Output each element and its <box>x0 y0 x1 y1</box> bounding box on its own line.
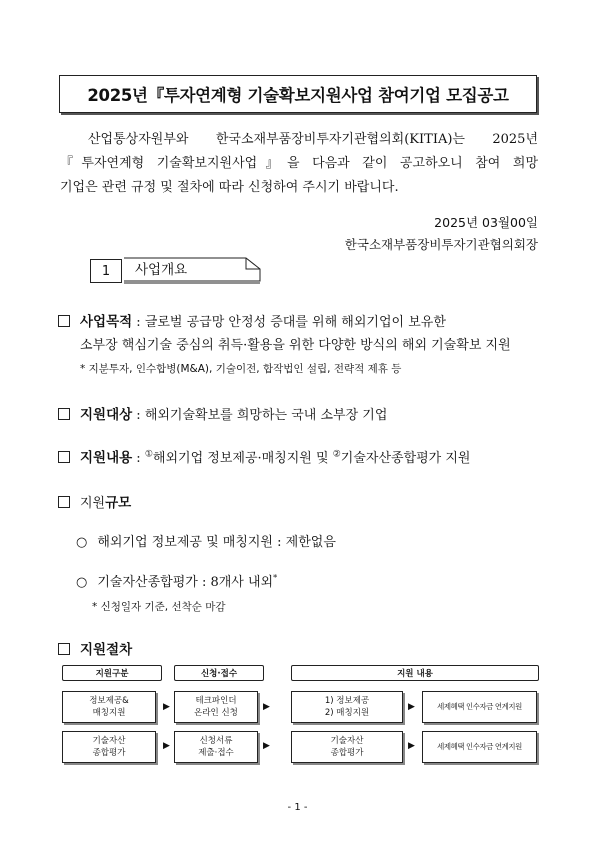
scale-row <box>58 491 131 511</box>
circle-bullet-icon: ○ <box>76 575 88 590</box>
header-apply: 신청·접수 <box>174 665 264 681</box>
flow-type-1-line-1: 정보제공& <box>89 696 129 706</box>
arrow-right-icon: ▶ <box>408 702 415 712</box>
purpose-row <box>58 310 446 330</box>
arrow-right-icon: ▶ <box>163 702 170 712</box>
page-title: 2025년『투자연계형 기술확보지원사업 참여기업 모집공고 <box>59 75 537 113</box>
content-row <box>58 446 471 466</box>
scale-item-2-mark: * <box>273 573 278 583</box>
flow-type-1-line-2: 매칭지원 <box>92 708 126 718</box>
scale-label-1: 지원 <box>80 496 106 511</box>
scale-label-2: 규모 <box>105 495 132 511</box>
header-detail: 지원 내용 <box>291 665 539 681</box>
flow-apply-1 <box>174 691 258 723</box>
target-text: : 해외기술확보를 희망하는 국내 소부장 기업 <box>132 408 388 423</box>
procedure-row <box>58 638 132 658</box>
arrow-right-icon: ▶ <box>263 741 270 751</box>
intro-line-1: 산업통상자원부와 한국소재부품장비투자기관협의회(KITIA)는 2025년 <box>88 132 538 147</box>
circle-bullet-icon: ○ <box>76 535 88 550</box>
content-text-2: 기술자산종합평가 지원 <box>340 451 471 466</box>
flow-type-2 <box>62 731 156 763</box>
flow-detail-1-line-2: 2) 매칭지원 <box>324 708 370 718</box>
content-marker-2: ② <box>332 449 341 460</box>
section-number: 1 <box>90 259 122 283</box>
checkbox-square-icon <box>58 643 70 655</box>
content-sep: : <box>132 451 145 466</box>
checkbox-square-icon <box>58 496 70 508</box>
content-marker-1: ① <box>144 449 153 460</box>
checkbox-square-icon <box>58 315 70 327</box>
scale-item-2-text: 기술자산종합평가 : 8개사 내외 <box>97 575 274 590</box>
flow-apply-1-line-1: 테크파인더 <box>195 696 237 706</box>
content-text-1: 해외기업 정보제공·매칭지원 및 <box>152 451 333 466</box>
purpose-label: 사업목적 <box>80 314 133 330</box>
intro-line-2: 『투자연계형 기술확보지원사업』을 다음과 같이 공고하오니 참여 희망 <box>60 156 538 171</box>
flow-type-1 <box>62 691 156 723</box>
flow-type-2-line-2: 종합평가 <box>92 748 126 758</box>
procedure-label: 지원절차 <box>80 642 133 658</box>
flow-link-2: 세제혜택 인수자금 연계지원 <box>422 731 537 763</box>
section-title: 사업개요 <box>135 262 188 278</box>
flow-detail-2 <box>291 731 403 763</box>
page-number: - 1 - <box>287 802 308 813</box>
flow-detail-1-line-1: 1) 정보제공 <box>324 696 370 706</box>
scale-item-2 <box>76 571 277 590</box>
flow-type-2-line-1: 기술자산 <box>92 736 126 746</box>
arrow-right-icon: ▶ <box>263 702 270 712</box>
purpose-note: * 지분투자, 인수합병(M&A), 기술이전, 합작법인 설립, 전략적 제휴 등 <box>80 363 402 375</box>
target-label: 지원대상 <box>80 407 133 423</box>
flow-detail-1 <box>291 691 403 723</box>
intro-line-3: 기업은 관련 규정 및 절차에 따라 신청하여 주시기 바랍니다. <box>60 180 399 195</box>
flow-apply-2-line-2: 제출·접수 <box>198 748 234 758</box>
checkbox-square-icon <box>58 408 70 420</box>
flow-detail-2-line-1: 기술자산 <box>330 736 364 746</box>
flow-detail-2-line-2: 종합평가 <box>330 748 364 758</box>
issuer-name: 한국소재부품장비투자기관협의회장 <box>344 237 538 252</box>
content-label: 지원내용 <box>80 450 133 466</box>
arrow-right-icon: ▶ <box>408 741 415 751</box>
arrow-right-icon: ▶ <box>163 741 170 751</box>
flow-apply-2-line-1: 신청서류 <box>199 736 233 746</box>
target-row <box>58 403 387 423</box>
scale-item-1-text: 해외기업 정보제공 및 매칭지원 : 제한없음 <box>97 535 336 550</box>
scale-item-1 <box>76 531 336 550</box>
flow-link-1: 세제혜택 인수자금 연계지원 <box>422 691 537 723</box>
purpose-text-2: 소부장 핵심기술 중심의 취득·활용을 위한 다양한 방식의 해외 기술확보 지원 <box>80 338 511 353</box>
scale-note: * 신청일자 기준, 선착순 마감 <box>92 601 226 613</box>
checkbox-square-icon <box>58 451 70 463</box>
flow-apply-2 <box>174 731 258 763</box>
announcement-date: 2025년 03월00일 <box>434 215 538 230</box>
flow-apply-1-line-2: 온라인 신청 <box>194 708 238 718</box>
purpose-text-1: : 글로벌 공급망 안정성 증대를 위해 해외기업이 보유한 <box>132 315 446 330</box>
header-type: 지원구분 <box>62 665 162 681</box>
